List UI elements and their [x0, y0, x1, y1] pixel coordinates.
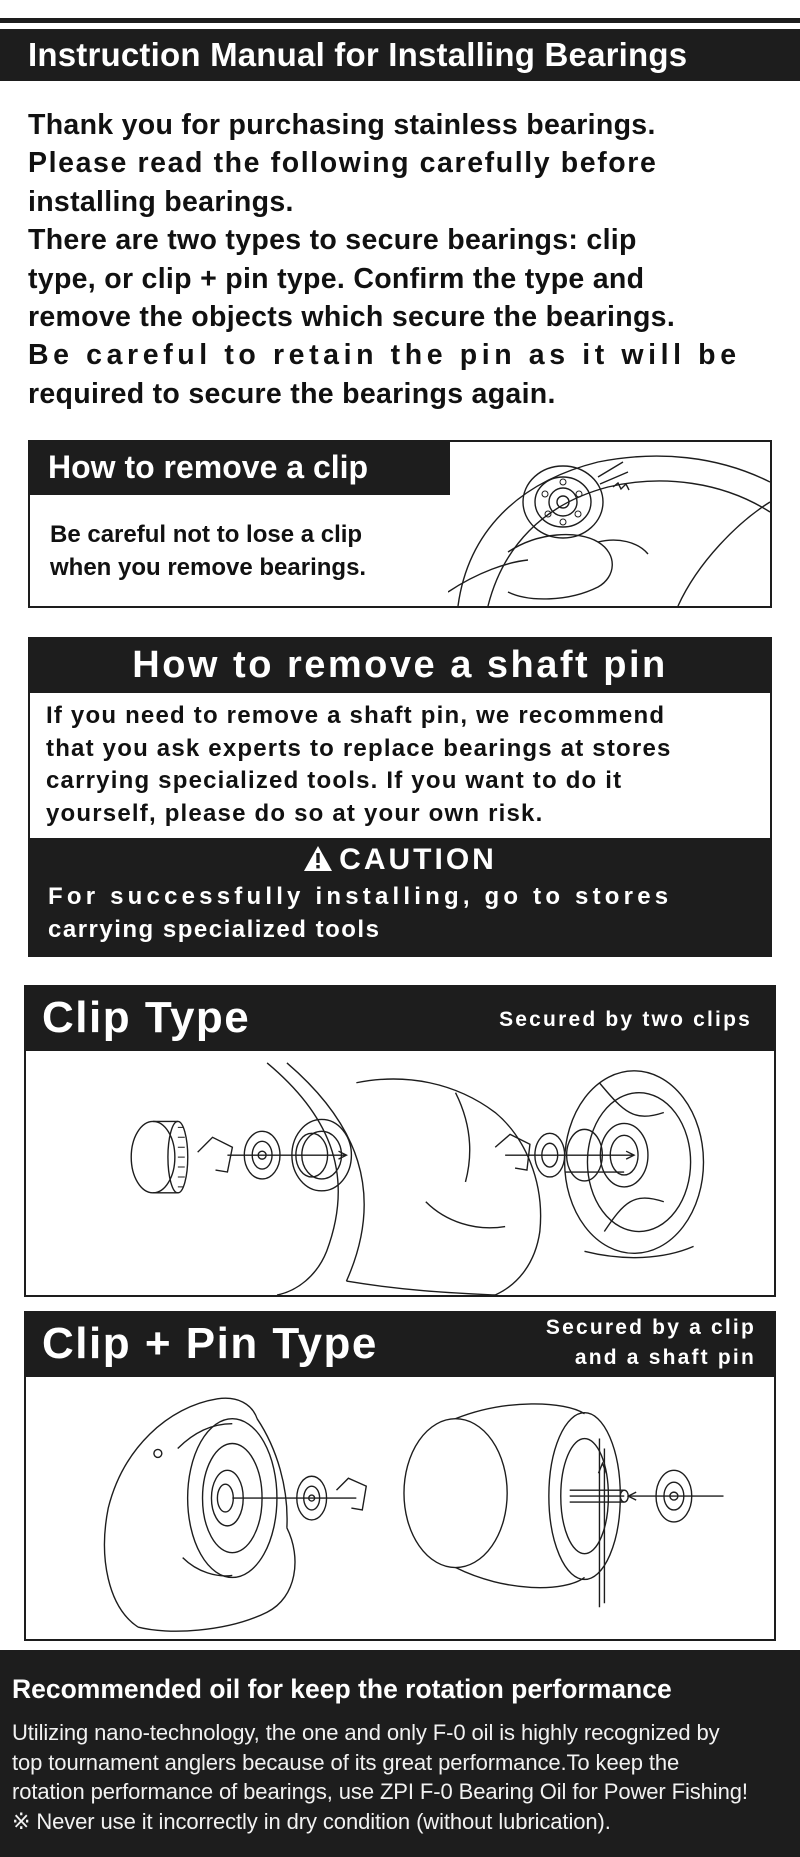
intro-line: Please read the following carefully before: [28, 147, 658, 180]
oil-text: [12, 1718, 800, 1836]
oil-line: top tournament anglers because of its great performance.To keep the: [12, 1749, 680, 1775]
remove-clip-heading: How to remove a clip: [28, 440, 450, 495]
remove-shaft-pin-heading: How to remove a shaft pin: [28, 637, 772, 693]
clip-type-title: Clip Type: [42, 993, 251, 1042]
shaft-pin-line: that you ask experts to replace bearings at stores: [46, 734, 672, 762]
clip-type-subtitle: Secured by two clips: [499, 1008, 752, 1031]
intro-line: type, or clip + pin type. Confirm the type and: [28, 262, 645, 295]
clip-removal-illustration: [448, 442, 770, 606]
intro-line: There are two types to secure bearings: clip: [28, 224, 637, 257]
intro-line: installing bearings.: [28, 185, 294, 218]
page-title: Instruction Manual for Installing Bearings: [0, 29, 800, 81]
oil-line: ※ Never use it incorrectly in dry condition (without lubrication).: [12, 1808, 611, 1834]
clip-pin-type-illustration: [26, 1379, 774, 1639]
shaft-pin-line: carrying specialized tools. If you want to do it: [46, 767, 623, 794]
caution-line: For successfully installing, go to stores: [48, 883, 673, 910]
intro-line: Thank you for purchasing stainless bearings.: [28, 109, 656, 141]
remove-clip-line: Be careful not to lose a clip: [50, 521, 363, 548]
remove-clip-line: when you remove bearings.: [50, 554, 367, 581]
top-rule: [0, 18, 800, 23]
intro-line: Be careful to retain the pin as it will be: [28, 339, 741, 372]
shaft-pin-line: If you need to remove a shaft pin, we recommend: [46, 702, 666, 729]
intro-text: [28, 106, 778, 413]
clip-pin-type-title: Clip + Pin Type: [42, 1319, 378, 1368]
shaft-pin-line: yourself, please do so at your own risk.: [46, 799, 544, 827]
caution-label: CAUTION: [339, 843, 497, 876]
clip-pin-subtitle-line: and a shaft pin: [574, 1346, 756, 1369]
intro-line: required to secure the bearings again.: [28, 377, 556, 410]
clip-pin-type-subtitle: [400, 1313, 756, 1373]
remove-shaft-pin-text: [46, 700, 766, 830]
clip-type-illustration: [26, 1053, 774, 1295]
remove-clip-text: [50, 518, 450, 584]
caution-text: [48, 880, 768, 946]
caution-line: carrying specialized tools: [48, 916, 381, 943]
clip-pin-subtitle-line: Secured by a clip: [545, 1316, 756, 1339]
oil-line: Utilizing nano-technology, the one and only F-0 oil is highly recognized by: [12, 1720, 720, 1745]
warning-icon: [303, 845, 333, 872]
oil-line: rotation performance of bearings, use ZPI F-0 Bearing Oil for Power Fishing!: [12, 1779, 748, 1804]
caution-title: [28, 840, 772, 880]
oil-title: Recommended oil for keep the rotation performance: [12, 1674, 672, 1704]
intro-line: remove the objects which secure the bearings.: [28, 301, 676, 334]
